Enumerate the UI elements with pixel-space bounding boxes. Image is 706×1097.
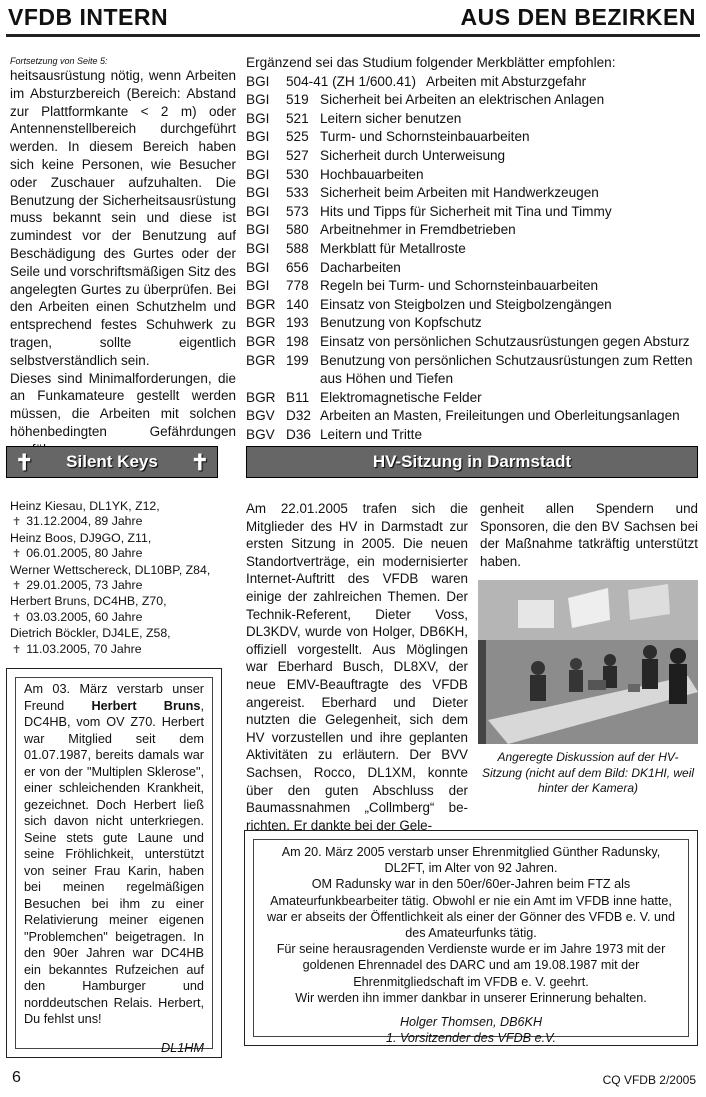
merkblatt-row — [246, 407, 698, 426]
continued-note: Fortsetzung von Seite 5: — [10, 56, 108, 66]
banner-title: HV-Sitzung in Darmstadt — [372, 452, 572, 471]
merkblatt-title: Leitern sicher benutzen — [320, 110, 462, 126]
hv-article-col2: genheit allen Spendern und Sponsoren, die den BV Sachsen bei der Maßnahme tatkräftig unterstützt haben. — [480, 501, 698, 569]
merkblatt-title: Arbeitnehmer in Fremdbetrieben — [320, 222, 516, 238]
merkblatt-row — [246, 240, 698, 259]
merkblatt-kind: BGI — [246, 240, 270, 256]
merkblatt-row — [246, 221, 698, 240]
merkblatt-row — [246, 352, 698, 389]
merkblatt-row — [246, 73, 698, 92]
article-paragraph: heitsausrüstung nötig, wenn Arbeiten im Absturzbereich (Bereich: Abstand zur Plattformkante < 2 m) oder Antennenstellbereich durchgeführt werden. In diesem Bereich haben sich keine Personen, wie Besucher oder Zuschauer aufzuhalten. Die Benutzung der Sicherheitsausrüstung muss bekannt sein und diese ist zumindest vor der Benutzung auf Beschädigung des Gurtes oder der Seile und vorschriftsmäßigen Sitz des angelegten Gurtes zu überprüfen. Bei den Arbeiten einen Schutzhelm und entsprechend festes Schuhwerk zu tragen, sollte eigentlich selbstverständlich sein. — [10, 68, 236, 368]
merkblatt-title: Sicherheit bei Arbeiten an elektrischen Anlagen — [320, 92, 605, 108]
merkblatt-title: Turm- und Schornsteinbauarbeiten — [320, 129, 530, 145]
obituary-box-bruns — [6, 668, 222, 1058]
cross-icon: ✝ — [12, 516, 22, 529]
merkblatt-title: Benutzung von persönlichen Schutzausrüstungen zum Retten aus Höhen und Tiefen — [320, 352, 693, 387]
merkblatt-title: Regeln bei Turm- und Schornsteinbauarbeiten — [320, 278, 599, 294]
merkblatt-title: Benutzung von Kopfschutz — [320, 315, 482, 331]
merkblatt-row — [246, 296, 698, 315]
merkblatt-row — [246, 110, 698, 129]
silent-key-date-line — [10, 546, 220, 562]
merkblatt-row — [246, 166, 698, 185]
merkblatt-row — [246, 147, 698, 166]
obituary-signature-role: 1. Vorsitzender des VFDB e.V. — [385, 1031, 557, 1046]
merkblatt-number: 530 — [286, 166, 309, 182]
merkblaetter-list — [246, 73, 698, 445]
merkblatt-row — [246, 91, 698, 110]
silent-keys-banner — [6, 446, 218, 478]
merkblatt-kind: BGI — [246, 185, 270, 201]
merkblatt-kind: BGI — [246, 278, 270, 294]
merkblatt-title: Sicherheit beim Arbeiten mit Handwerkzeugen — [320, 185, 599, 201]
obituary-name: Herbert Bruns — [91, 698, 201, 713]
merkblatt-row — [246, 259, 698, 278]
merkblatt-title: Sicherheit durch Unterweisung — [320, 147, 506, 163]
merkblatt-number: 527 — [286, 147, 309, 163]
silent-key-name: Dietrich Böckler, DJ4LE, Z58, — [10, 626, 171, 641]
merkblatt-row — [246, 203, 698, 222]
cross-icon: ✝ — [12, 548, 22, 561]
merkblaetter-section — [246, 54, 698, 444]
merkblatt-number: 504-41 (ZH 1/600.41) — [286, 73, 416, 89]
silent-key-name: Werner Wettschereck, DL10BP, Z84, — [10, 562, 211, 577]
merkblatt-row — [246, 426, 698, 445]
merkblatt-kind: BGR — [246, 315, 276, 331]
merkblatt-kind: BGR — [246, 333, 276, 349]
merkblatt-number: 778 — [286, 278, 309, 294]
merkblatt-number: 199 — [286, 352, 309, 368]
merkblatt-kind: BGI — [246, 147, 270, 163]
merkblatt-kind: BGI — [246, 259, 270, 275]
banner-title: Silent Keys — [66, 452, 158, 471]
merkblaetter-intro: Ergänzend sei das Studium folgender Merkblätter empfohlen: — [246, 55, 616, 70]
merkblatt-kind: BGR — [246, 389, 276, 405]
merkblatt-kind: BGI — [246, 73, 270, 89]
merkblatt-kind: BGI — [246, 129, 270, 145]
silent-key-date-line — [10, 610, 220, 626]
merkblatt-number: 533 — [286, 185, 309, 201]
merkblatt-row — [246, 184, 698, 203]
hv-banner — [246, 446, 698, 478]
article-paragraph: Dieses sind Minimalforderungen, die an Funkamateure gestellt werden müssen, die Arbeiten mit solchen höhenbedingten Gefährdungen — [10, 370, 236, 439]
merkblatt-row — [246, 333, 698, 352]
silent-key-date-line — [10, 578, 220, 594]
obituary-paragraph: Für seine herausragenden Verdienste wurde er im Jahre 1973 mit der goldenen Ehrennadel des DARC und am 19.08.1987 mit der Ehrenmitgliedschaft im VFDB e. V. geehrt. — [276, 942, 666, 989]
cross-icon: ✝ — [12, 611, 22, 624]
silent-key-date: 29.01.2005, 73 Jahre — [26, 578, 143, 593]
merkblatt-title: Hits und Tipps für Sicherheit mit Tina und Timmy — [320, 203, 612, 219]
header-rule — [6, 34, 700, 37]
obituary-text: , DC4HB, vom OV Z70. Herbert war Mitglied seit dem 01.07.1987, bereits damals war er von der "Multiplen Sklerose", einer schleichenden Krankheit, gezeichnet. Doch Herbert ließ sich davon nicht unterkriegen. Seine stets gute Laune und seine Fröhlichkeit, unterstützt von seiner Frau Karin, haben bei meinen regelmäßigen Besuchen bei ihm zu einer Relativierung meiner eigenen "Problemchen" beigetragen. In den 90er Jahren war DC4HB ein bekanntes Rufzeichen auf den Hamburger und norddeutschen Relais. Herbert, Du fehlst uns! — [24, 698, 204, 1026]
magazine-issue: CQ VFDB 2/2005 — [602, 1073, 696, 1087]
obituary-paragraph: OM Radunsky war in den 50er/60er-Jahren beim FTZ als Amateurfunkbearbeiter tätig. Obwohl er nie ein Amt im VFDB inne hatte, war er abseits der Öffentlichkeit als einer der Gönner des VFDB e. V. und des Amateurfunks tätig. — [266, 877, 676, 941]
merkblatt-number: 193 — [286, 315, 309, 331]
merkblatt-kind: BGI — [246, 166, 270, 182]
silent-key-date-line — [10, 514, 220, 530]
cross-icon: ✝ — [15, 450, 34, 475]
cross-icon: ✝ — [12, 643, 22, 656]
obituary-box-radunsky — [244, 830, 698, 1046]
merkblatt-title: Elektromagnetische Felder — [320, 389, 482, 405]
merkblatt-row — [246, 314, 698, 333]
merkblatt-number: 519 — [286, 92, 309, 108]
merkblatt-kind: BGV — [246, 426, 275, 442]
silent-key-date-line — [10, 642, 220, 658]
merkblatt-number: 198 — [286, 333, 309, 349]
photo-caption: Angeregte Diskussion auf der HV-Sitzung (nicht auf dem Bild: DK1HI, weil hinter der Kamera) — [481, 750, 695, 795]
merkblatt-title: Hochbauarbeiten — [320, 166, 424, 182]
merkblatt-title: Arbeiten mit Absturzgefahr — [425, 73, 587, 89]
merkblatt-number: 521 — [286, 110, 309, 126]
page-number: 6 — [12, 1069, 21, 1086]
obituary-text: Am 03. März verstarb unser Freund — [24, 682, 204, 713]
merkblatt-number: 580 — [286, 222, 309, 238]
merkblatt-kind: BGI — [246, 222, 270, 238]
silent-keys-list — [10, 499, 220, 658]
merkblatt-number: D36 — [286, 426, 311, 442]
obituary-paragraph: Am 20. März 2005 verstarb unser Ehrenmitglied Günther Radunsky, DL2FT, im Alter von 92 Jahren. — [281, 845, 661, 876]
merkblatt-kind: BGR — [246, 352, 276, 368]
merkblatt-number: 525 — [286, 129, 309, 145]
merkblatt-row — [246, 128, 698, 147]
merkblatt-title: Einsatz von Steigbolzen und Steigbolzengängen — [320, 296, 612, 312]
silent-key-date: 11.03.2005, 70 Jahre — [26, 641, 142, 656]
merkblatt-number: 588 — [286, 240, 309, 256]
merkblatt-title: Einsatz von persönlichen Schutzausrüstungen gegen Absturz — [320, 333, 690, 349]
silent-key-date: 03.03.2005, 60 Jahre — [26, 609, 143, 624]
silent-key-name: Heinz Kiesau, DL1YK, Z12, — [10, 499, 160, 513]
merkblatt-title: Arbeiten an Masten, Freileitungen und Oberleitungsanlagen — [320, 408, 680, 424]
merkblatt-number: B11 — [286, 389, 310, 405]
hv-article-col1: Am 22.01.2005 trafen sich die Mitglieder des HV in Darmstadt zur ersten Sitzung in 2005. Die neuen Standortverträge, ein modernisierter Internet-Auftritt des VFDB waren einige der zahlreichen Themen. Der Technik-Referent, Dieter Voss, DL3KDV, wurde von Holger, DB6KH, offiziell vorgestellt. Aus Möglingen war Eberhard Busch, DL8XV, der neue EMV-Beauftragte des VFDB angereist. Eberhard und Dieter nutzten die Gelegenheit, sich dem HV vorzustellen und ihre geplanten Aktivitäten zu erläutern. Der BVV Sachsen, Rocco, DL1XM, konnte über den guten Abschluss der Baumassnahmen „Collmberg“ be-richten. Er dankte bei der Gele- — [246, 501, 468, 833]
merkblatt-number: 573 — [286, 203, 309, 219]
merkblatt-row — [246, 277, 698, 296]
silent-key-date: 31.12.2004, 89 Jahre — [26, 514, 143, 529]
obituary-paragraph: Wir werden ihn immer dankbar in unserer Erinnerung behalten. — [295, 990, 647, 1005]
merkblatt-row — [246, 389, 698, 408]
merkblatt-kind: BGI — [246, 110, 270, 126]
obituary-signature: DL1HM — [160, 1040, 204, 1055]
merkblatt-title: Leitern und Tritte — [320, 426, 423, 442]
cross-icon: ✝ — [12, 580, 22, 593]
merkblatt-number: 140 — [286, 296, 309, 312]
merkblatt-number: 656 — [286, 259, 309, 275]
merkblatt-kind: BGI — [246, 92, 270, 108]
left-article — [10, 56, 236, 459]
merkblatt-kind: BGR — [246, 296, 276, 312]
meeting-photo — [478, 580, 698, 744]
merkblatt-kind: BGV — [246, 408, 275, 424]
silent-key-name: Herbert Bruns, DC4HB, Z70, — [10, 594, 167, 609]
silent-key-date: 06.01.2005, 80 Jahre — [26, 546, 143, 561]
section-subtitle: AUS DEN BEZIRKEN — [460, 4, 696, 30]
merkblatt-title: Dacharbeiten — [320, 259, 401, 275]
merkblatt-number: D32 — [286, 408, 311, 424]
silent-key-name: Heinz Boos, DJ9GO, Z11, — [10, 530, 152, 545]
merkblatt-kind: BGI — [246, 203, 270, 219]
obituary-signature-name: Holger Thomsen, DB6KH — [399, 1015, 543, 1030]
merkblatt-number-title — [286, 73, 698, 92]
merkblatt-title: Merkblatt für Metallroste — [320, 240, 466, 256]
cross-icon: ✝ — [190, 450, 209, 475]
section-title: VFDB INTERN — [8, 4, 169, 30]
